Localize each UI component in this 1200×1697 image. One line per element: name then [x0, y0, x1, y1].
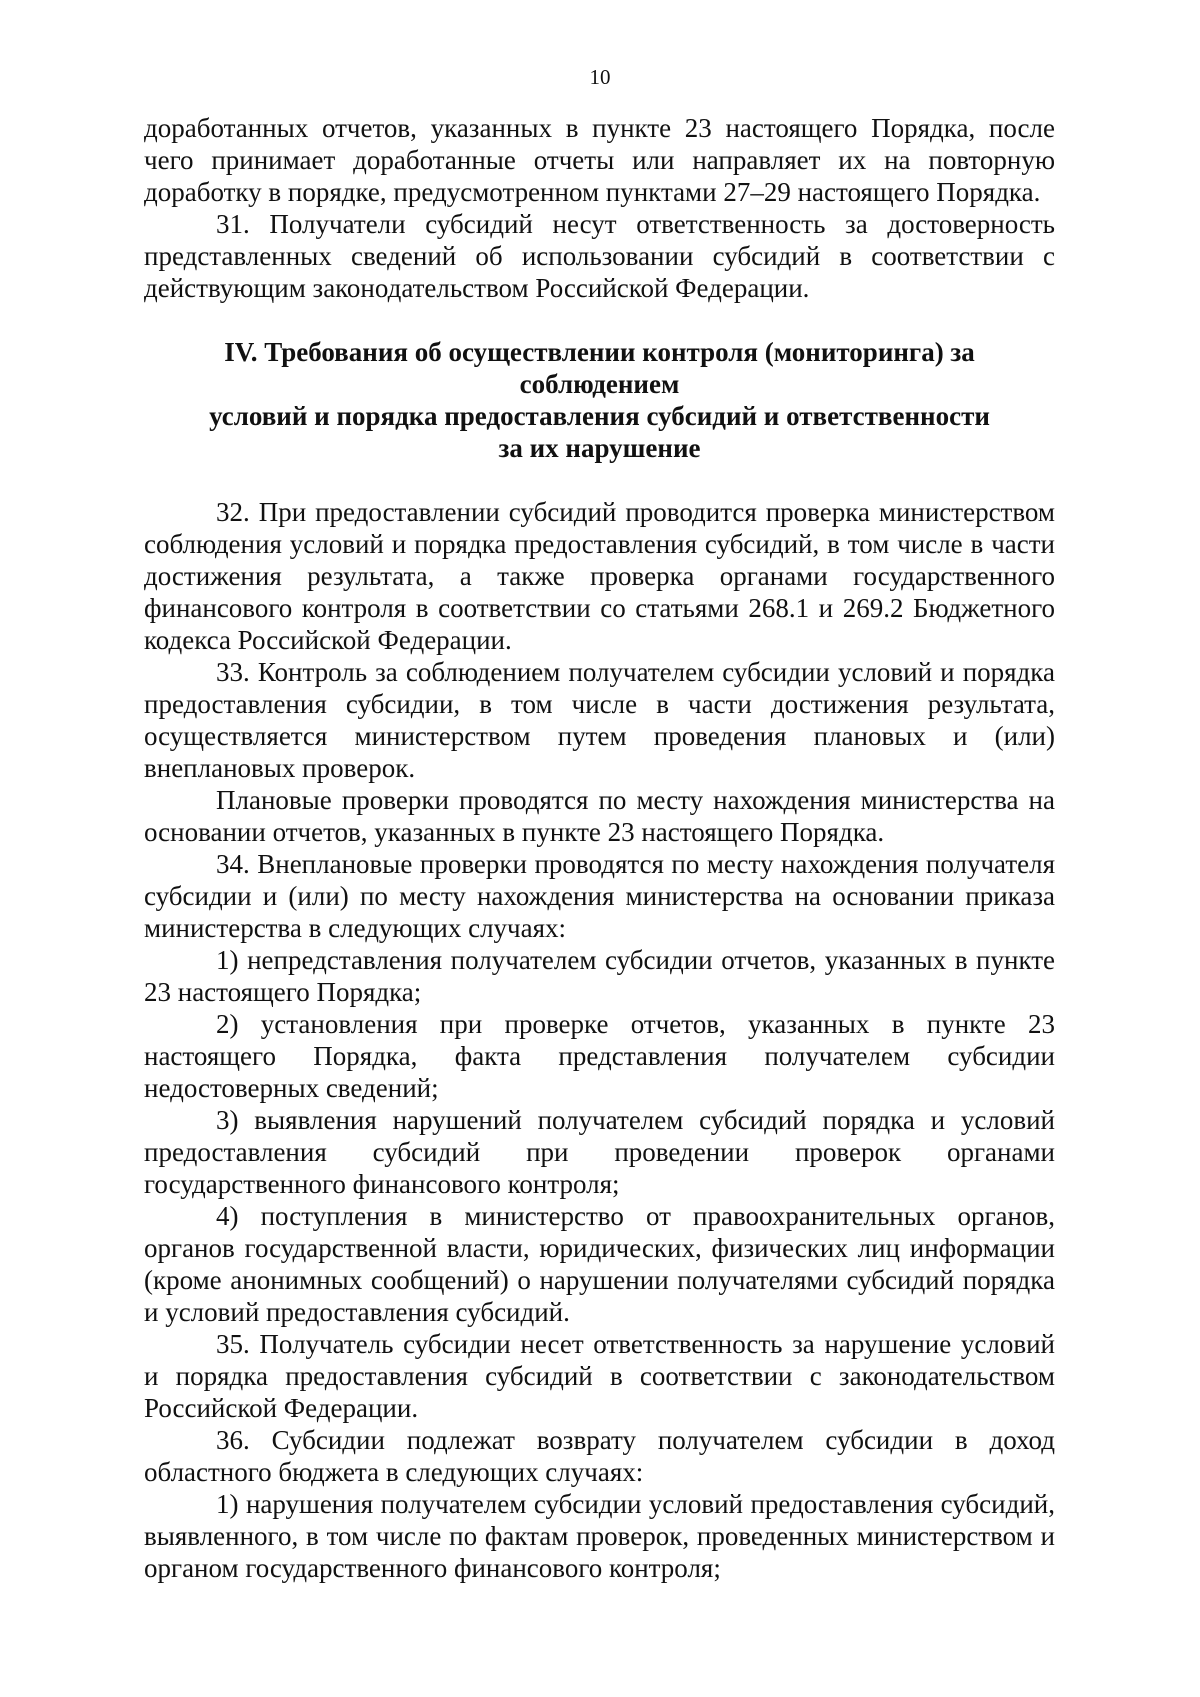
section-heading-line-2: условий и порядка предоставления субсидий и ответственности	[209, 401, 990, 431]
item-34-subitem-3: 3) выявления нарушений получателем субсидий порядка и условий предоставления субсидий при проведении проверок органами государственного финансового контроля;	[144, 1105, 1055, 1199]
section-heading-line-1: IV. Требования об осуществлении контроля (мониторинга) за соблюдением	[224, 337, 975, 399]
item-36-paragraph: 36. Субсидии подлежат возврату получателем субсидии в доход областного бюджета в следующих случаях:	[144, 1425, 1055, 1487]
item-34-subitem-4: 4) поступления в министерство от правоохранительных органов, органов государственной власти, юридических, физических лиц информации (кроме анонимных сообщений) о нарушении получателями субсидий порядка и условий предоставления субсидий.	[144, 1201, 1055, 1327]
intro-paragraph: доработанных отчетов, указанных в пункте 23 настоящего Порядка, после чего принимает доработанные отчеты или направляет их на повторную доработку в порядке, предусмотренном пунктами 27–29 настоящего Порядка.	[144, 113, 1055, 207]
item-34-subitem-2: 2) установления при проверке отчетов, указанных в пункте 23 настоящего Порядка, факта представления получателем субсидии недостоверных сведений;	[144, 1009, 1055, 1103]
section-heading	[144, 336, 1055, 464]
planned-checks-paragraph: Плановые проверки проводятся по месту нахождения министерства на основании отчетов, указанных в пункте 23 настоящего Порядка.	[144, 785, 1055, 847]
section-heading-line-3: за их нарушение	[498, 433, 701, 463]
item-32-paragraph: 32. При предоставлении субсидий проводится проверка министерством соблюдения условий и порядка предоставления субсидий, в том числе в части достижения результата, а также проверка органами государственного финансового контроля в соответствии со статьями 268.1 и 269.2 Бюджетного кодекса Российской Федерации.	[144, 497, 1055, 655]
item-34-subitem-1: 1) непредставления получателем субсидии отчетов, указанных в пункте 23 настоящего Порядка;	[144, 945, 1055, 1007]
document-body	[144, 112, 1055, 1584]
item-34-paragraph: 34. Внеплановые проверки проводятся по месту нахождения получателя субсидии и (или) по месту нахождения министерства на основании приказа министерства в следующих случаях:	[144, 849, 1055, 943]
item-36-subitem-1: 1) нарушения получателем субсидии условий предоставления субсидий, выявленного, в том числе по фактам проверок, проведенных министерством и органом государственного финансового контроля;	[144, 1489, 1055, 1583]
item-31-paragraph: 31. Получатели субсидий несут ответственность за достоверность представленных сведений об использовании субсидий в соответствии с действующим законодательством Российской Федерации.	[144, 209, 1055, 303]
item-35-paragraph: 35. Получатель субсидии несет ответственность за нарушение условий и порядка предоставления субсидий в соответствии с законодательством Российской Федерации.	[144, 1329, 1055, 1423]
item-33-paragraph: 33. Контроль за соблюдением получателем субсидии условий и порядка предоставления субсидии, в том числе в части достижения результата, осуществляется министерством путем проведения плановых и (или) внеплановых проверок.	[144, 657, 1055, 783]
page-number: 10	[589, 65, 611, 89]
